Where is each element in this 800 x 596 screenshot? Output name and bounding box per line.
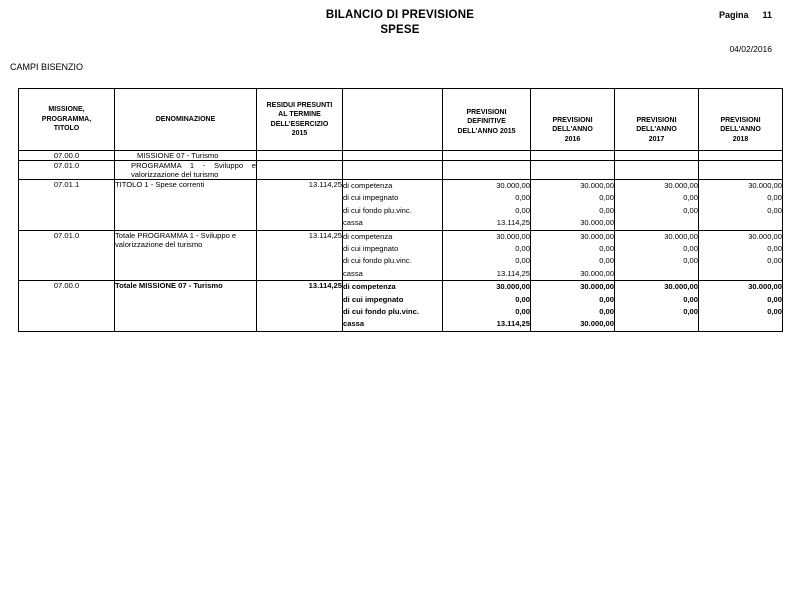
- row-code: 07.01.0: [19, 161, 115, 180]
- voce-label: di cui fondo plu.vinc.: [343, 307, 419, 317]
- voce-label: di cui impegnato: [343, 244, 399, 254]
- amount-value: 0,00: [683, 294, 698, 304]
- amount-value: 0,00: [683, 193, 698, 203]
- amount-value: 0,00: [599, 294, 614, 304]
- amount-value: 0,00: [767, 205, 782, 215]
- page-indicator: [719, 10, 772, 20]
- amount-value: 0,00: [767, 193, 782, 203]
- amount-value: 30.000,00: [580, 268, 614, 278]
- row-denominazione: TITOLO 1 - Spese correnti: [115, 180, 257, 231]
- col-header-line-3: DELL'ANNO 2015: [457, 127, 516, 135]
- row-prev-2017: [615, 151, 699, 161]
- amount-value: 0,00: [599, 256, 614, 266]
- amount-value: 30.000,00: [580, 319, 614, 329]
- amount-value: 30.000,00: [496, 231, 530, 241]
- col-header-line-3: 2018: [732, 135, 749, 143]
- row-prev-2017: [615, 161, 699, 180]
- amount-value: 13.114,25: [496, 218, 530, 228]
- row-denominazione: Totale PROGRAMMA 1 - Sviluppo e valorizzazione del turismo: [115, 230, 257, 281]
- col-header-line-1: PREVISIONI: [552, 116, 593, 124]
- row-prev-2015: [443, 180, 531, 231]
- col-header-line-3: 2017: [648, 135, 665, 143]
- budget-table: [18, 88, 783, 332]
- document-header: [0, 0, 800, 72]
- budget-table-container: [18, 88, 782, 332]
- table-header-row: [19, 89, 783, 151]
- voce-label: di competenza: [343, 282, 396, 292]
- row-voci: [343, 151, 443, 161]
- amount-value: 0,00: [767, 256, 782, 266]
- voce-label: di cui fondo plu.vinc.: [343, 256, 412, 266]
- row-voci: [343, 281, 443, 332]
- amount-value: 0,00: [599, 193, 614, 203]
- row-voci: [343, 230, 443, 281]
- row-denominazione: Totale MISSIONE 07 - Turismo: [115, 281, 257, 332]
- row-prev-2016: [531, 161, 615, 180]
- amount-value: 0,00: [515, 307, 530, 317]
- col-header-line-2: DEFINITIVE: [467, 118, 506, 125]
- row-residui: 13.114,25: [257, 180, 343, 231]
- amount-value: 30.000,00: [748, 282, 782, 292]
- row-prev-2018: [699, 230, 783, 281]
- title-line-1: BILANCIO DI PREVISIONE: [325, 9, 475, 21]
- row-code: 07.00.0: [19, 151, 115, 161]
- voce-label: cassa: [343, 319, 365, 329]
- amount-value: 0,00: [515, 294, 530, 304]
- row-prev-2016: [531, 151, 615, 161]
- table-row: [19, 161, 783, 180]
- row-prev-2015: [443, 151, 531, 161]
- table-row: [19, 230, 783, 281]
- amount-value: 30.000,00: [580, 181, 614, 190]
- row-prev-2017: [615, 230, 699, 281]
- row-prev-2016: [531, 230, 615, 281]
- amount-value: 30.000,00: [748, 231, 782, 241]
- col-header-line-1: PREVISIONI: [636, 116, 677, 124]
- col-header-missione-programma-titolo: [19, 89, 115, 151]
- row-prev-2015: [443, 161, 531, 180]
- amount-value: 30.000,00: [664, 181, 698, 190]
- row-prev-2018: [699, 161, 783, 180]
- voce-label: di competenza: [343, 231, 393, 241]
- row-residui: 13.114,25: [257, 230, 343, 281]
- page-number: 11: [762, 10, 772, 20]
- row-prev-2015: [443, 230, 531, 281]
- amount-value: 0,00: [767, 244, 782, 254]
- amount-value: 0,00: [683, 307, 698, 317]
- amount-value: 13.114,25: [496, 319, 530, 329]
- voce-label: di competenza: [343, 181, 393, 190]
- col-header-previsioni-2017: [615, 89, 699, 151]
- row-code: 07.00.0: [19, 281, 115, 332]
- col-header-denominazione: DENOMINAZIONE: [115, 89, 257, 151]
- voce-label: di cui impegnato: [343, 294, 404, 304]
- entity-name: CAMPI BISENZIO: [10, 62, 84, 72]
- col-header-line-3: TITOLO: [53, 125, 80, 133]
- row-prev-2015: [443, 281, 531, 332]
- row-residui: 13.114,25: [257, 281, 343, 332]
- col-header-line-3: DELL'ESERCIZIO: [270, 120, 329, 128]
- row-prev-2016: [531, 180, 615, 231]
- row-denominazione: PROGRAMMA 1 - Sviluppo e valorizzazione del turismo: [115, 161, 257, 180]
- amount-value: 30.000,00: [748, 181, 782, 190]
- amount-value: 0,00: [515, 256, 530, 266]
- table-row: [19, 281, 783, 332]
- amount-value: 30.000,00: [496, 282, 530, 292]
- row-code: 07.01.0: [19, 230, 115, 281]
- page-title: [0, 8, 800, 38]
- row-prev-2016: [531, 281, 615, 332]
- col-header-line-2: DELL'ANNO: [720, 126, 761, 133]
- col-header-line-3: 2016: [564, 135, 581, 143]
- col-header-line-2: DELL'ANNO: [636, 126, 677, 133]
- amount-value: 0,00: [515, 244, 530, 254]
- row-prev-2018: [699, 180, 783, 231]
- row-voci: [343, 161, 443, 180]
- row-residui: [257, 161, 343, 180]
- col-header-line-1: PREVISIONI: [466, 108, 507, 116]
- voce-label: cassa: [343, 218, 363, 228]
- row-prev-2017: [615, 180, 699, 231]
- table-row: [19, 180, 783, 231]
- amount-value: 30.000,00: [580, 282, 614, 292]
- col-header-line-1: PREVISIONI: [720, 116, 761, 124]
- row-denominazione: MISSIONE 07 - Turismo: [115, 151, 257, 161]
- voce-label: di cui impegnato: [343, 193, 399, 203]
- row-voci: [343, 180, 443, 231]
- document-date: 04/02/2016: [729, 44, 772, 54]
- col-header-voci: [343, 89, 443, 151]
- amount-value: 0,00: [767, 294, 782, 304]
- col-header-line-1: MISSIONE,: [48, 106, 85, 114]
- amount-value: 30.000,00: [496, 181, 530, 190]
- amount-value: 0,00: [515, 193, 530, 203]
- col-header-previsioni-definitive-2015: [443, 89, 531, 151]
- row-code: 07.01.1: [19, 180, 115, 231]
- row-residui: [257, 151, 343, 161]
- col-header-line-2: AL TERMINE: [278, 111, 321, 118]
- col-header-line-2: DELL'ANNO: [552, 126, 593, 133]
- voce-label: di cui fondo plu.vinc.: [343, 205, 412, 215]
- col-header-line-4: 2015: [291, 130, 308, 137]
- amount-value: 30.000,00: [580, 231, 614, 241]
- col-header-line-2: PROGRAMMA,: [41, 115, 92, 123]
- amount-value: 0,00: [683, 244, 698, 254]
- row-prev-2017: [615, 281, 699, 332]
- col-header-previsioni-2018: [699, 89, 783, 151]
- amount-value: 0,00: [683, 256, 698, 266]
- voce-label: cassa: [343, 268, 363, 278]
- amount-value: 0,00: [515, 205, 530, 215]
- amount-value: 0,00: [599, 307, 614, 317]
- amount-value: 0,00: [599, 244, 614, 254]
- amount-value: 0,00: [683, 205, 698, 215]
- amount-value: 0,00: [599, 205, 614, 215]
- title-line-2: SPESE: [380, 24, 420, 36]
- amount-value: 0,00: [767, 307, 782, 317]
- col-header-residui-presunti: [257, 89, 343, 151]
- page-label-text: Pagina: [718, 10, 749, 20]
- amount-value: 30.000,00: [580, 218, 614, 228]
- amount-value: 30.000,00: [664, 282, 698, 292]
- amount-value: 30.000,00: [664, 231, 698, 241]
- row-prev-2018: [699, 281, 783, 332]
- table-row: [19, 151, 783, 161]
- col-header-line-1: RESIDUI PRESUNTI: [266, 101, 333, 109]
- col-header-previsioni-2016: [531, 89, 615, 151]
- row-prev-2018: [699, 151, 783, 161]
- amount-value: 13.114,25: [496, 268, 530, 278]
